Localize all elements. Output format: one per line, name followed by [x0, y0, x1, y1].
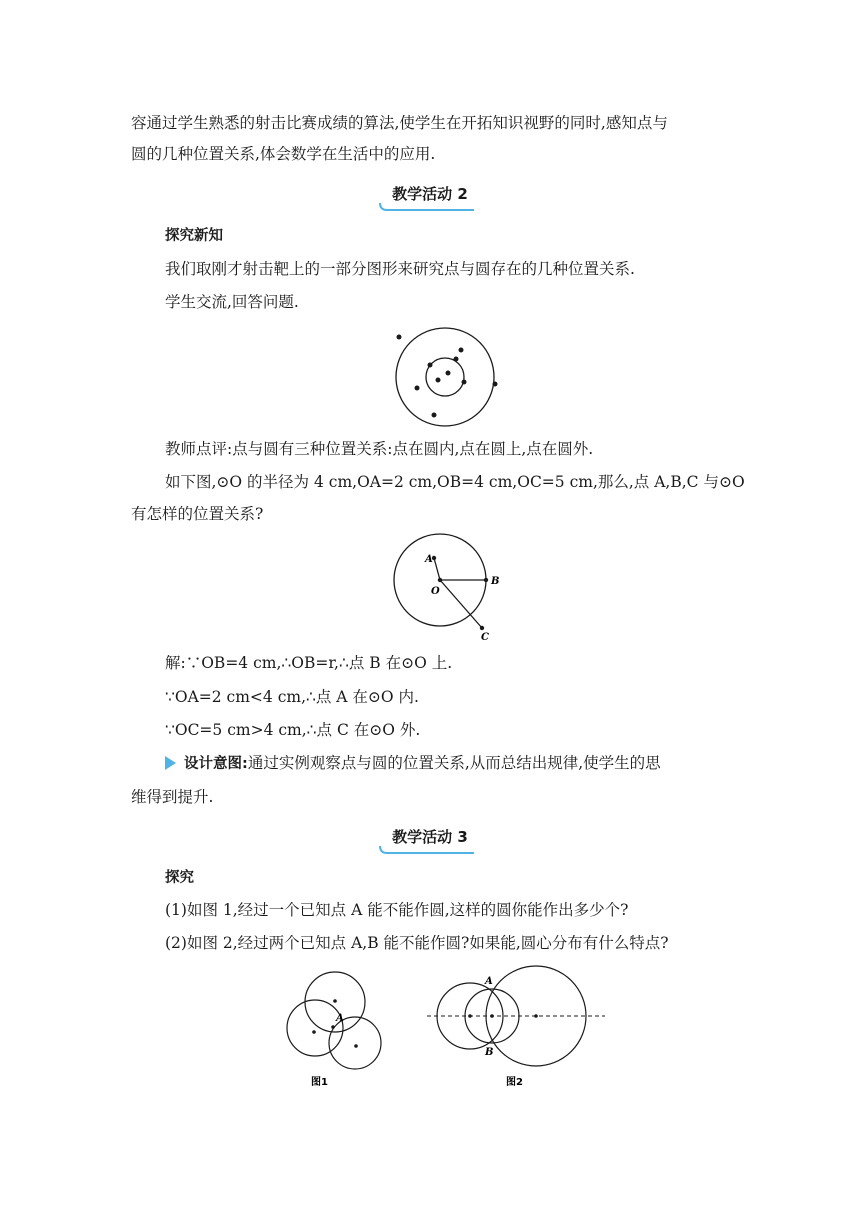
intro-line-2: 圆的几种位置关系,体会数学在生活中的应用. [131, 145, 436, 163]
target-circles-figure [390, 320, 502, 428]
fig2-label-a: A [485, 976, 493, 987]
question-line-1: 如下图,⊙O 的半径为 4 cm,OA=2 cm,OB=4 cm,OC=5 cm,那么,点 A,B,C 与⊙O [165, 473, 745, 491]
activity3-heading-text: 教学活动 3 [392, 828, 468, 846]
heading-underline-icon [378, 844, 478, 856]
solution-line-2: ∵OA=2 cm<4 cm,∴点 A 在⊙O 内. [165, 688, 419, 706]
figure-2 [425, 962, 610, 1094]
intro-line-1: 容通过学生熟悉的射击比赛成绩的算法,使学生在开拓知识视野的同时,感知点与 [131, 114, 668, 132]
design-label: 设计意图: [184, 756, 248, 772]
circle-o-figure [388, 532, 508, 644]
fig1-label-a: A [336, 1013, 344, 1024]
activity2-heading-text: 教学活动 2 [392, 185, 468, 203]
activity3-question-2: (2)如图 2,经过两个已知点 A,B 能不能作圆?如果能,圆心分布有什么特点? [165, 934, 669, 952]
question-line-2: 有怎样的位置关系? [131, 505, 264, 523]
section-title-tanjiuxinzhi: 探究新知 [165, 228, 223, 244]
label-a: A [425, 554, 433, 565]
activity2-para-1: 我们取刚才射击靶上的一部分图形来研究点与圆存在的几种位置关系. [165, 260, 635, 278]
activity3-heading [0, 826, 860, 852]
play-triangle-icon [165, 756, 176, 770]
solution-line-1: 解:∵OB=4 cm,∴OB=r,∴点 B 在⊙O 上. [165, 654, 453, 672]
teacher-comment: 教师点评:点与圆有三种位置关系:点在圆内,点在圆上,点在圆外. [165, 440, 594, 458]
heading-underline-icon [378, 201, 478, 213]
label-b: B [491, 576, 500, 587]
activity2-heading [0, 183, 860, 209]
figure-1 [283, 968, 387, 1092]
solution-line-3: ∵OC=5 cm>4 cm,∴点 C 在⊙O 外. [165, 721, 421, 739]
design-text-1: 通过实例观察点与圆的位置关系,从而总结出规律,使学生的思 [247, 754, 661, 772]
design-intent [165, 752, 661, 775]
activity3-question-1: (1)如图 1,经过一个已知点 A 能不能作圆,这样的圆你能作出多少个? [165, 901, 629, 919]
fig2-caption: 图2 [506, 1077, 523, 1088]
design-text-2: 维得到提升. [131, 788, 214, 806]
label-c: C [481, 632, 489, 643]
label-o: O [431, 586, 440, 597]
activity2-para-2: 学生交流,回答问题. [165, 293, 299, 311]
section-title-tanjiu: 探究 [165, 870, 194, 886]
fig2-label-b: B [485, 1047, 494, 1058]
fig1-caption: 图1 [311, 1077, 328, 1088]
